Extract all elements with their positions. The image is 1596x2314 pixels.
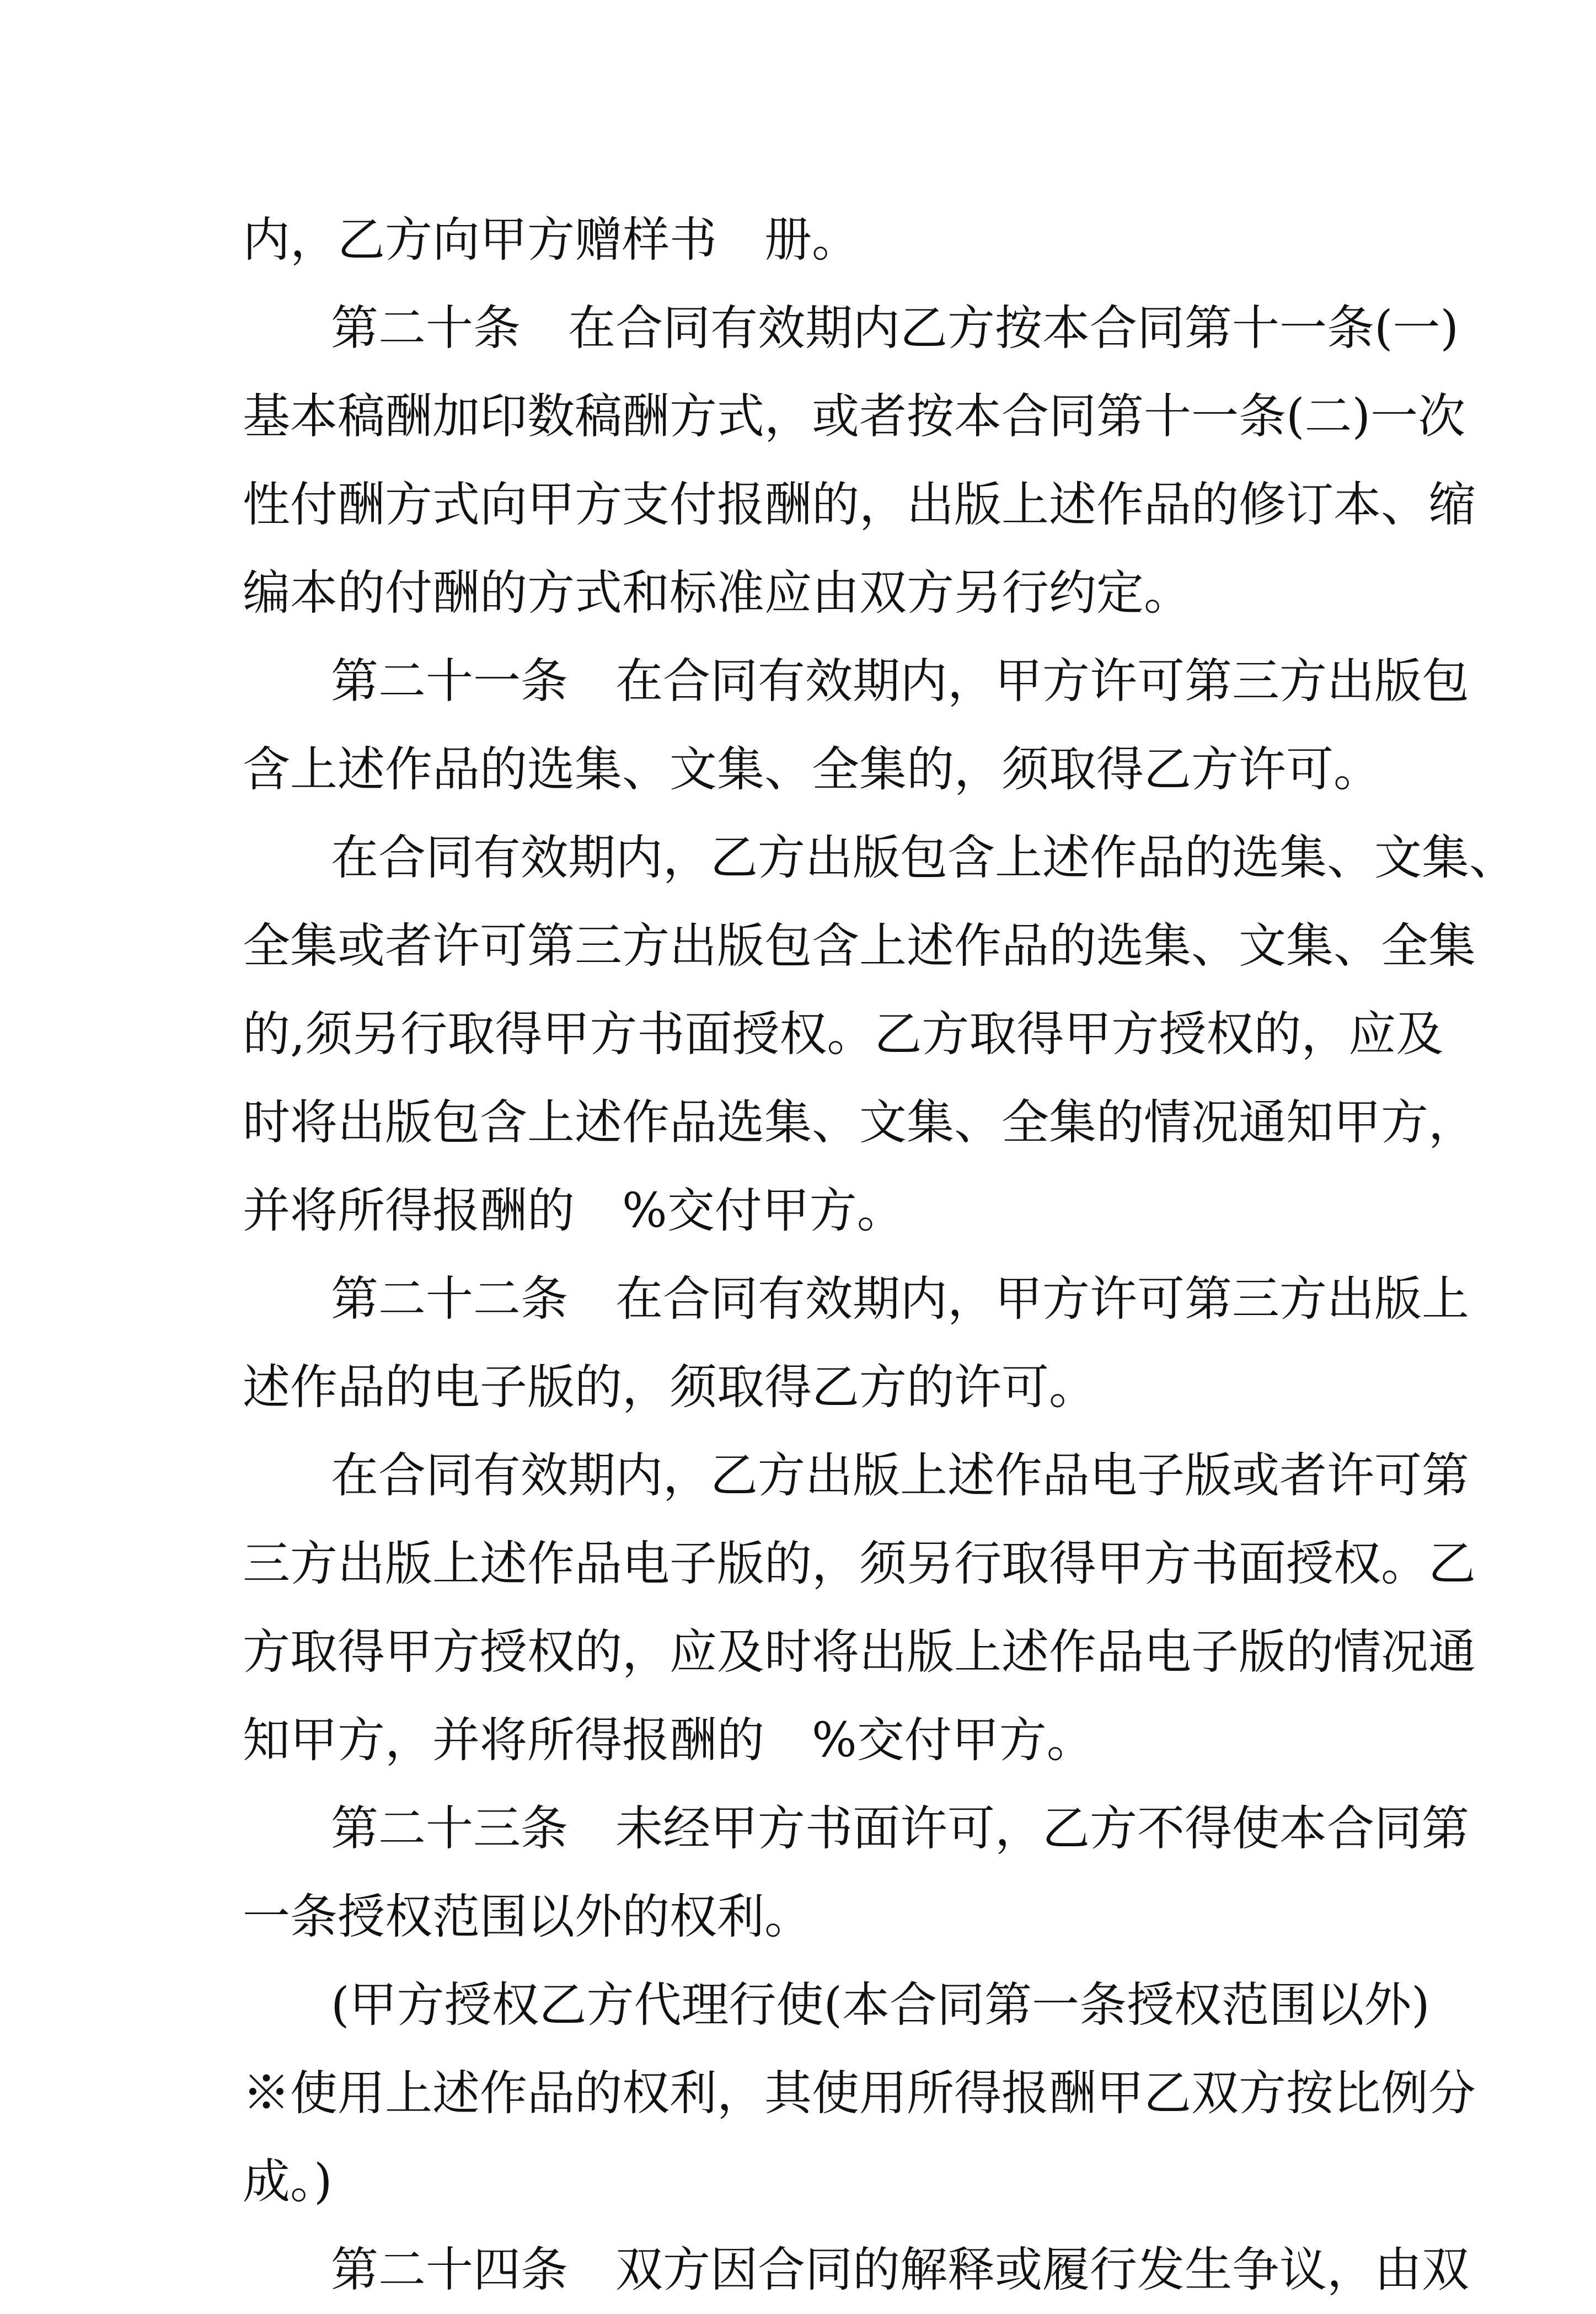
- text-line: 第二十条 在合同有效期内乙方按本合同第十一条(一): [331, 301, 1459, 356]
- text-line: 在合同有效期内，乙方出版上述作品电子版或者许可第: [331, 1448, 1469, 1503]
- text-line: 全集或者许可第三方出版包含上述作品的选集、文集、全集: [243, 918, 1476, 974]
- paragraph-gift-copies: [243, 196, 1368, 284]
- text-line: 基本稿酬加印数稿酬方式，或者按本合同第十一条(二)一次: [243, 389, 1466, 444]
- text-line: 方取得甲方授权的，应及时将出版上述作品电子版的情况通: [243, 1624, 1476, 1680]
- text-line: 知甲方，并将所得报酬的 %交付甲方。: [243, 1713, 1094, 1768]
- text-line: 的,须另行取得甲方书面授权。乙方取得甲方授权的，应及: [243, 1007, 1444, 1062]
- text-line: 成。): [243, 2154, 333, 2209]
- text-line: 述作品的电子版的，须取得乙方的许可。: [243, 1360, 1096, 1415]
- article-22-paragraph-2: [243, 1431, 1476, 1784]
- text-line: 第二十二条 在合同有效期内，甲方许可第三方出版上: [331, 1271, 1469, 1327]
- contract-text-body: [243, 196, 1517, 2314]
- text-line: (甲方授权乙方代理行使(本合同第一条授权范围以外): [331, 1978, 1430, 2033]
- text-line: 内，乙方向甲方赠样书 册。: [243, 212, 859, 268]
- article-23-note: [243, 1961, 1476, 2226]
- text-line: 编本的付酬的方式和标准应由双方另行约定。: [243, 565, 1191, 621]
- text-line: 含上述作品的选集、文集、全集的，须取得乙方许可。: [243, 742, 1381, 797]
- article-20: [243, 284, 1476, 637]
- article-22: [243, 1255, 1469, 1431]
- text-line: 并将所得报酬的 %交付甲方。: [243, 1183, 904, 1238]
- article-23: [243, 1784, 1469, 1961]
- text-line: 三方出版上述作品电子版的，须另行取得甲方书面授权。乙: [243, 1536, 1476, 1591]
- text-line: 第二十三条 未经甲方书面许可，乙方不得使本合同第: [331, 1801, 1469, 1856]
- text-line: 第二十一条 在合同有效期内，甲方许可第三方出版包: [331, 654, 1469, 709]
- text-line: 性付酬方式向甲方支付报酬的，出版上述作品的修订本、缩: [243, 477, 1476, 532]
- article-21-paragraph-2: [243, 814, 1517, 1255]
- text-line: 在合同有效期内，乙方出版包含上述作品的选集、文集、: [331, 830, 1517, 885]
- text-line: 一条授权范围以外的权利。: [243, 1889, 812, 1944]
- text-line: ※使用上述作品的权利，其使用所得报酬甲乙双方按比例分: [243, 2066, 1476, 2121]
- article-24: [243, 2226, 1469, 2314]
- article-21: [243, 637, 1469, 814]
- text-line: 时将出版包含上述作品选集、文集、全集的情况通知甲方，: [243, 1095, 1476, 1150]
- text-line: 第二十四条 双方因合同的解释或履行发生争议，由双: [331, 2242, 1469, 2297]
